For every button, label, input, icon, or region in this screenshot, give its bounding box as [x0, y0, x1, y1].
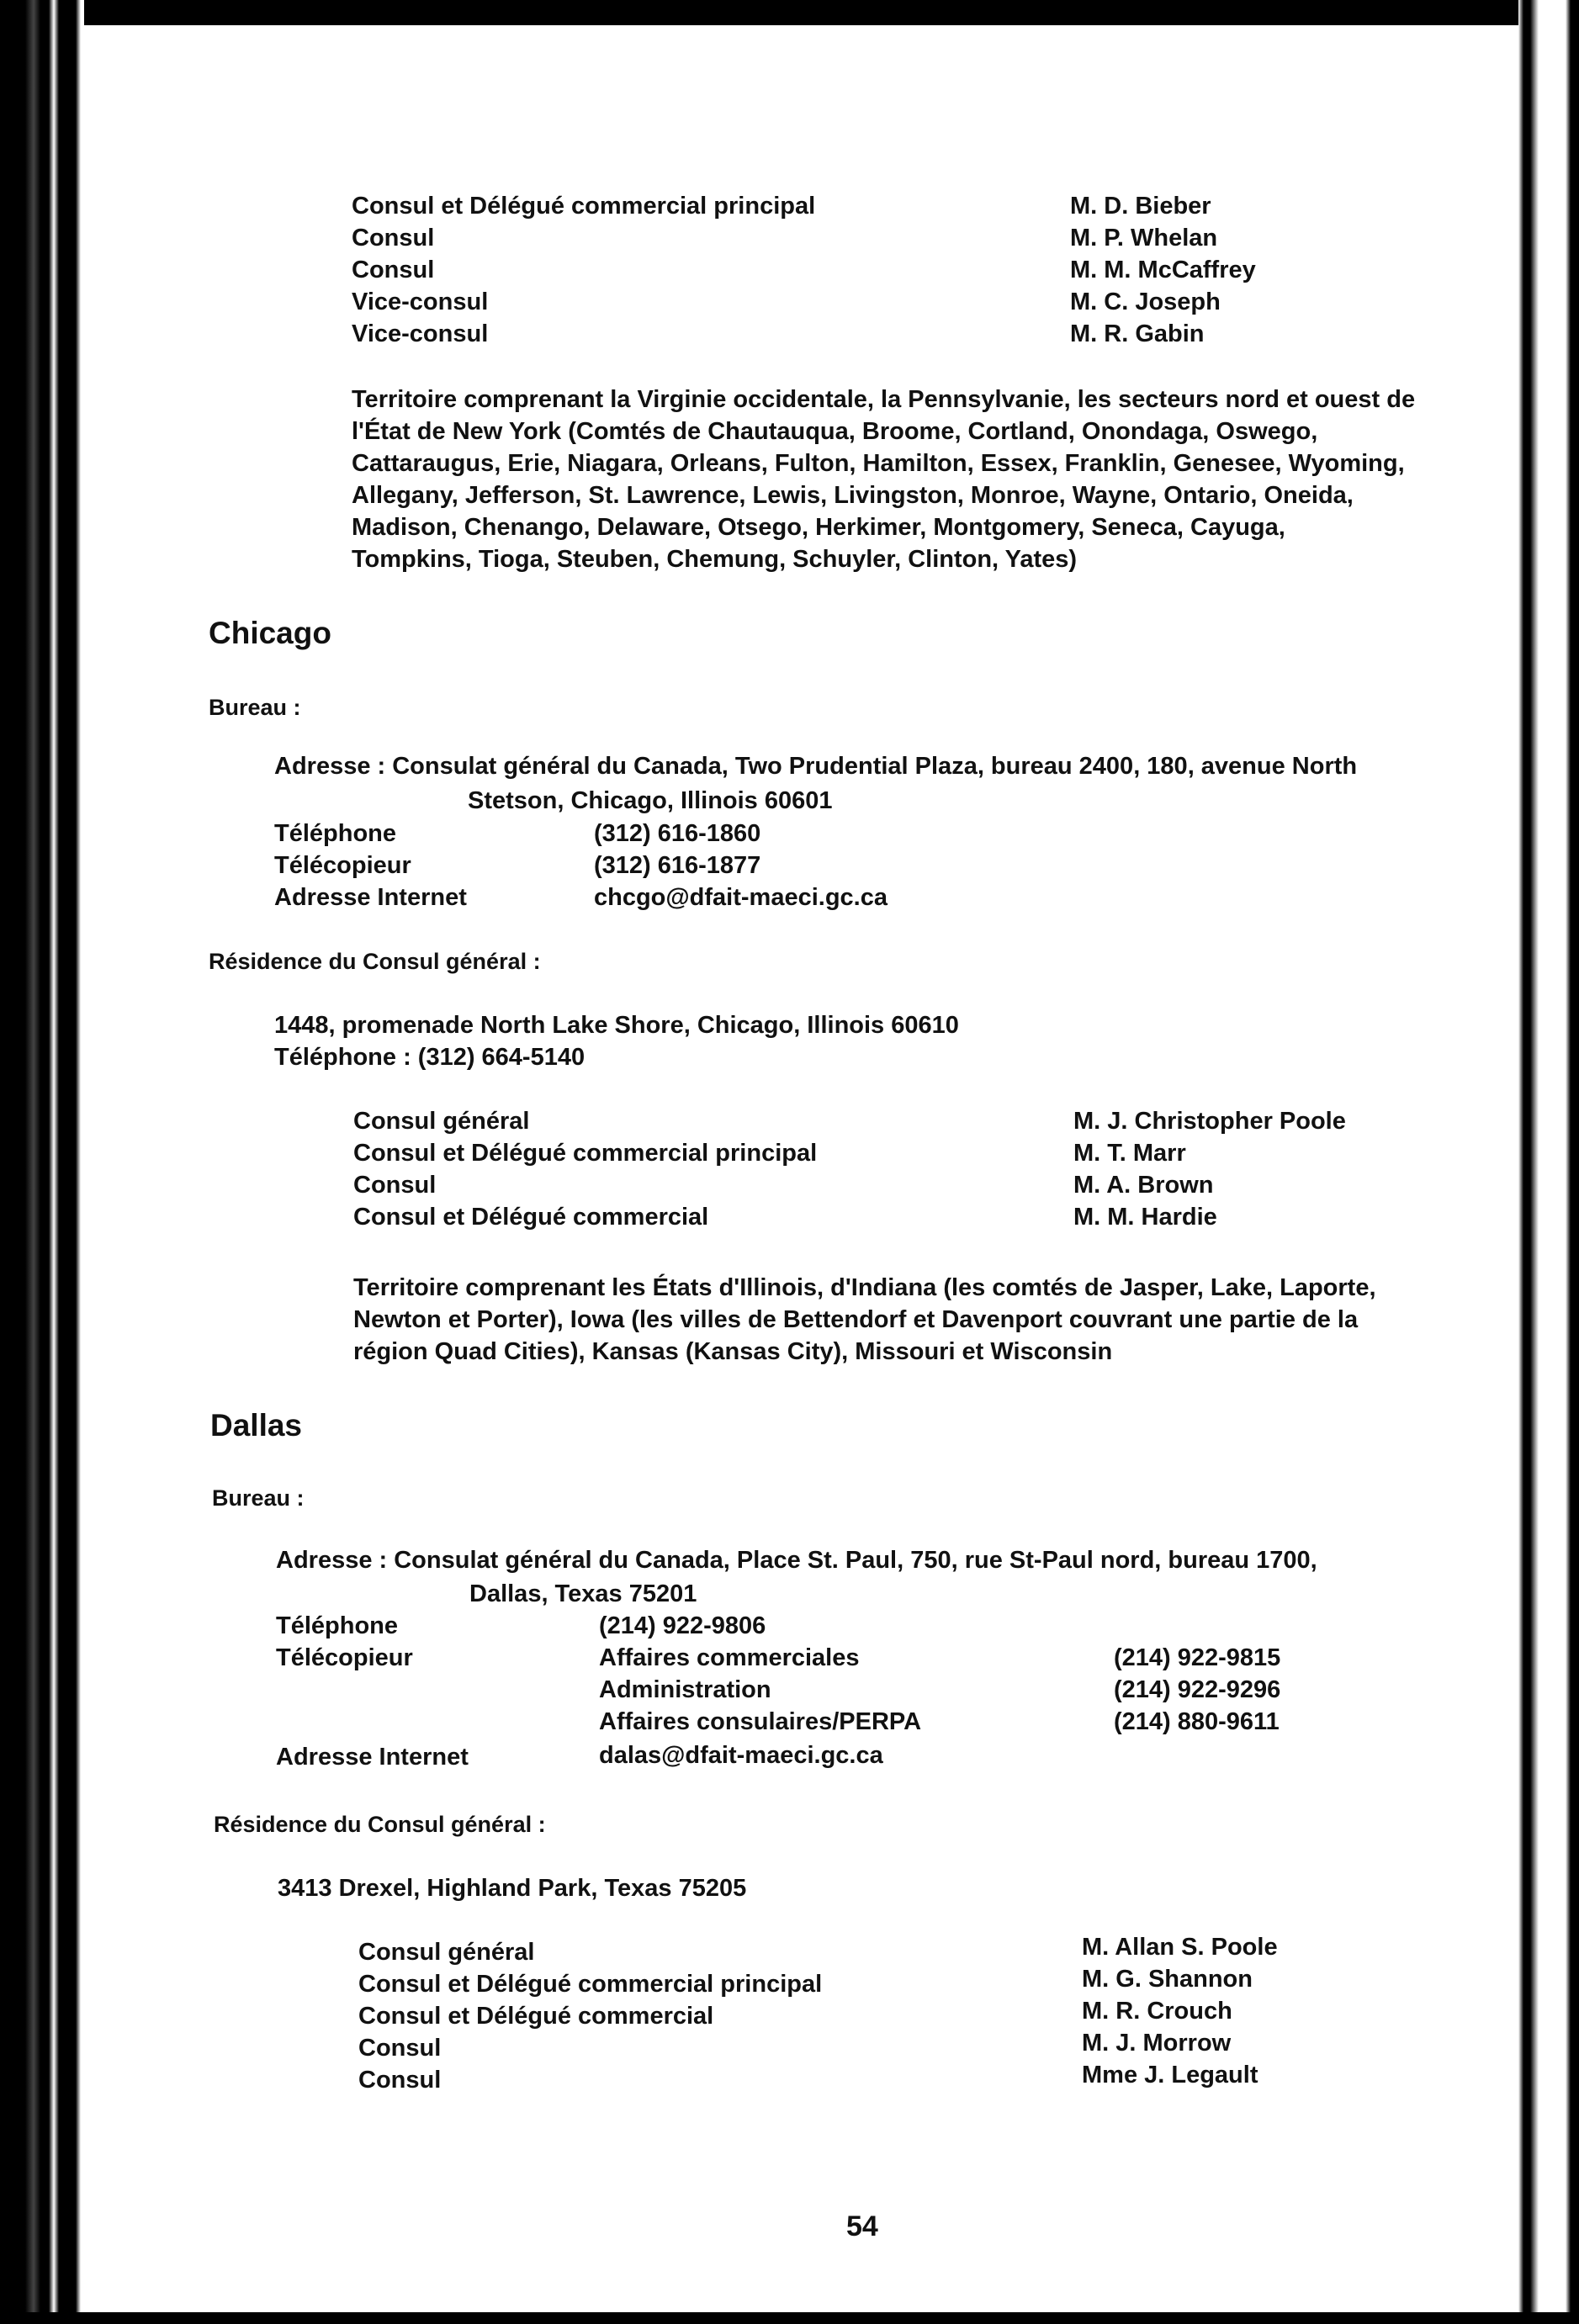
- staff-title: Vice-consul: [352, 289, 489, 315]
- staff-title: Consul: [352, 225, 435, 251]
- territory-line: l'État de New York (Comtés de Chautauqua, Broome, Cortland, Onondaga, Oswego,: [352, 418, 1318, 445]
- staff-name: M. T. Marr: [1073, 1140, 1186, 1167]
- dallas-fax-numbers: [1114, 1642, 1280, 1738]
- fax-label: Télécopieur: [274, 852, 411, 879]
- territory-line: Madison, Chenango, Delaware, Otsego, Herkimer, Montgomery, Seneca, Cayuga,: [352, 514, 1285, 541]
- chicago-address-line2: Stetson, Chicago, Illinois 60601: [468, 787, 833, 814]
- fax-label: Télécopieur: [276, 1644, 413, 1671]
- email-address: dalas@dfait-maeci.gc.ca: [599, 1742, 883, 1769]
- dallas-contact-labels: [276, 1610, 413, 1674]
- staff-title: Consul et Délégué commercial principal: [353, 1140, 818, 1167]
- staff-name: M. Allan S. Poole: [1082, 1934, 1278, 1961]
- territory-line: Territoire comprenant les États d'Illinois, d'Indiana (les comtés de Jasper, Lake, Laporte,: [353, 1274, 1376, 1301]
- internet-label: Adresse Internet: [274, 884, 467, 911]
- fax-number: (312) 616-1877: [594, 852, 761, 879]
- staff-title: Consul et Délégué commercial principal: [358, 1971, 823, 1998]
- territory-line: région Quad Cities), Kansas (Kansas City), Missouri et Wisconsin: [353, 1338, 1113, 1365]
- staff-name: M. D. Bieber: [1070, 193, 1211, 220]
- chicago-staff-names: [1073, 1105, 1346, 1233]
- top-territory: [352, 384, 1415, 575]
- email-address: chcgo@dfait-maeci.gc.ca: [594, 884, 888, 911]
- page-number: 54: [846, 2210, 878, 2242]
- chicago-contact-labels: [274, 818, 467, 913]
- fax-line-label: Affaires consulaires/PERPA: [599, 1708, 922, 1735]
- top-staff-names: [1070, 190, 1256, 350]
- internet-label: Adresse Internet: [276, 1744, 469, 1771]
- staff-title: Consul et Délégué commercial: [353, 1204, 709, 1231]
- staff-title: Consul: [353, 1172, 437, 1199]
- territory-line: Newton et Porter), Iowa (les villes de Bettendorf et Davenport couvrant une partie de la: [353, 1306, 1359, 1333]
- residence-label: Résidence du Consul général :: [214, 1812, 546, 1837]
- dallas-contact-values: [599, 1610, 921, 1738]
- phone-label: Téléphone: [276, 1612, 399, 1639]
- fax-line-label: Administration: [599, 1676, 771, 1703]
- residence-phone: Téléphone : (312) 664-5140: [274, 1044, 586, 1071]
- staff-name: M. M. McCaffrey: [1070, 257, 1256, 283]
- chicago-contact-values: [594, 818, 888, 913]
- staff-name: M. A. Brown: [1073, 1172, 1214, 1199]
- staff-name: M. J. Christopher Poole: [1073, 1108, 1346, 1135]
- chicago-residence: [274, 1009, 959, 1073]
- fax-number: (214) 922-9296: [1114, 1676, 1281, 1703]
- territory-line: Territoire comprenant la Virginie occidentale, la Pennsylvanie, les secteurs nord et ouest de: [352, 386, 1416, 413]
- staff-title: Consul: [358, 2035, 442, 2062]
- dallas-staff-titles: [358, 1936, 822, 2096]
- staff-title: Consul général: [358, 1939, 535, 1966]
- phone-number: (214) 922-9806: [599, 1612, 766, 1639]
- bureau-label: Bureau :: [212, 1485, 305, 1511]
- fax-number: (214) 880-9611: [1114, 1708, 1280, 1735]
- residence-label: Résidence du Consul général :: [209, 949, 541, 974]
- chicago-territory: [353, 1272, 1376, 1368]
- fax-line-label: Affaires commerciales: [599, 1644, 860, 1671]
- territory-line: Tompkins, Tioga, Steuben, Chemung, Schuyler, Clinton, Yates): [352, 546, 1078, 573]
- city-heading-chicago: Chicago: [209, 616, 331, 650]
- residence-address: 3413 Drexel, Highland Park, Texas 75205: [278, 1875, 747, 1902]
- phone-number: (312) 616-1860: [594, 820, 761, 847]
- dallas-staff-names: [1082, 1931, 1278, 2091]
- staff-name: M. C. Joseph: [1070, 289, 1221, 315]
- staff-title: Consul: [358, 2067, 442, 2094]
- dallas-address-line1: Adresse : Consulat général du Canada, Place St. Paul, 750, rue St-Paul nord, bureau 1700,: [276, 1547, 1317, 1574]
- bureau-label: Bureau :: [209, 695, 301, 720]
- staff-name: M. R. Crouch: [1082, 1998, 1232, 2025]
- dallas-address-line2: Dallas, Texas 75201: [469, 1580, 697, 1607]
- staff-name: M. J. Morrow: [1082, 2030, 1232, 2057]
- territory-line: Allegany, Jefferson, St. Lawrence, Lewis, Livingston, Monroe, Wayne, Ontario, Oneida,: [352, 482, 1354, 509]
- staff-title: Consul et Délégué commercial principal: [352, 193, 816, 220]
- staff-name: Mme J. Legault: [1082, 2062, 1258, 2088]
- staff-name: M. P. Whelan: [1070, 225, 1218, 251]
- chicago-staff-titles: [353, 1105, 817, 1233]
- residence-address: 1448, promenade North Lake Shore, Chicago, Illinois 60610: [274, 1012, 959, 1039]
- fax-number: (214) 922-9815: [1114, 1644, 1281, 1671]
- chicago-address-line1: Adresse : Consulat général du Canada, Two Prudential Plaza, bureau 2400, 180, avenue North: [274, 753, 1358, 780]
- staff-name: M. R. Gabin: [1070, 320, 1205, 347]
- staff-title: Consul: [352, 257, 435, 283]
- city-heading-dallas: Dallas: [210, 1408, 303, 1443]
- territory-line: Cattaraugus, Erie, Niagara, Orleans, Fulton, Hamilton, Essex, Franklin, Genesee, Wyoming,: [352, 450, 1405, 477]
- staff-name: M. G. Shannon: [1082, 1966, 1253, 1993]
- staff-title: Consul et Délégué commercial: [358, 2003, 714, 2030]
- top-staff-titles: [352, 190, 815, 350]
- staff-title: Vice-consul: [352, 320, 489, 347]
- staff-name: M. M. Hardie: [1073, 1204, 1217, 1231]
- phone-label: Téléphone: [274, 820, 397, 847]
- staff-title: Consul général: [353, 1108, 530, 1135]
